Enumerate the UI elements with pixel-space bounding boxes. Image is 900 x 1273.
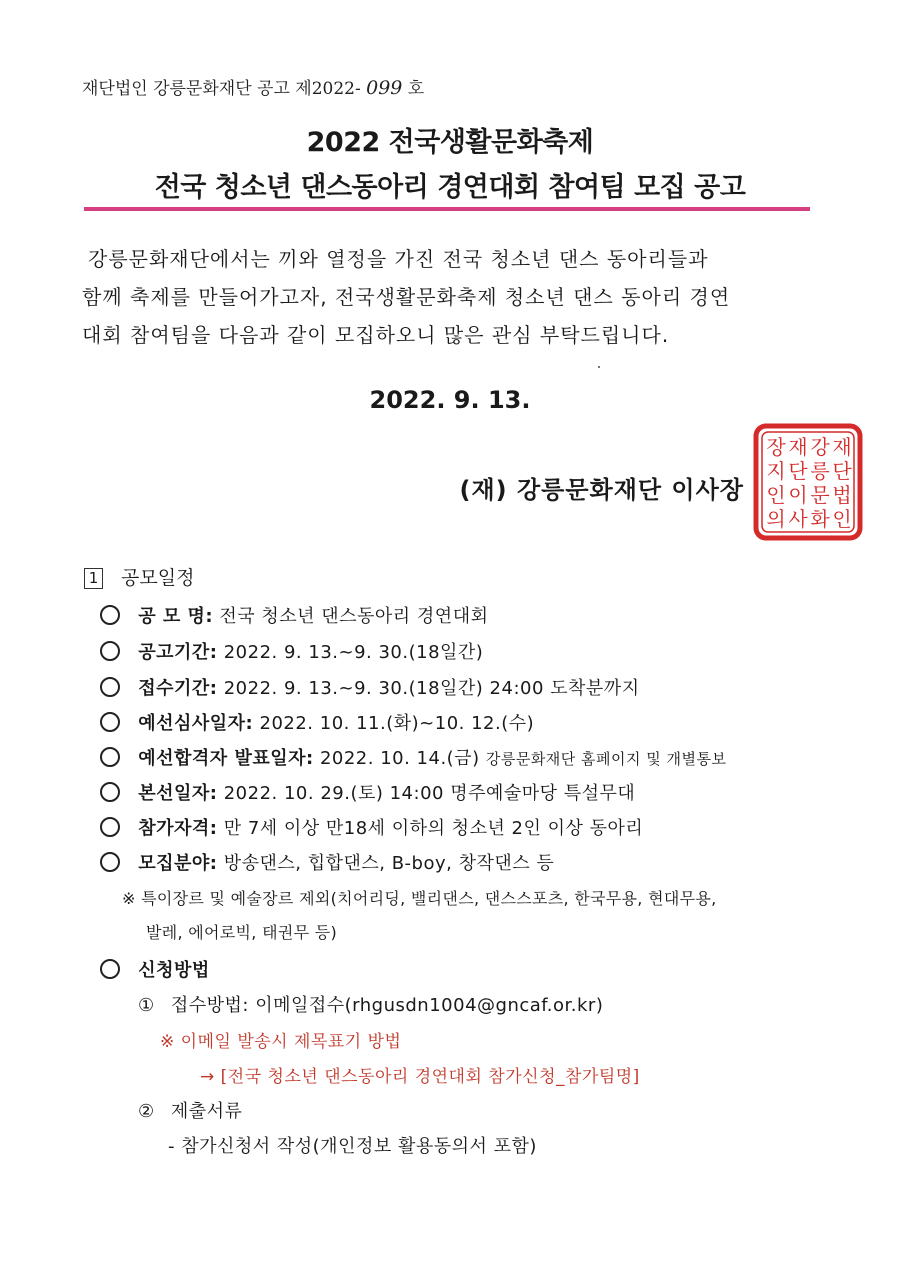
notice-prefix: 재단법인 강릉문화재단 공고 제2022- (82, 79, 361, 99)
seal-character: 재 (788, 435, 808, 459)
seal-character: 사 (788, 507, 808, 531)
schedule-item (100, 814, 643, 840)
seal-character: 인 (832, 507, 852, 531)
section-title: 공모일정 (121, 567, 195, 589)
intro-line: 함께 축제를 만들어가고자, 전국생활문화축제 청소년 댄스 동아리 경연 (82, 285, 731, 309)
exclusion-note (122, 886, 716, 909)
item-value: 2022. 10. 29.(토) 14:00 명주예술마당 특설무대 (223, 783, 636, 804)
seal-character: 단 (832, 459, 852, 483)
circle-bullet-icon (100, 641, 120, 661)
notice-number: 099 (366, 77, 403, 99)
seal-character: 이 (788, 483, 808, 507)
exclusion-text: 특이장르 및 예술장르 제외(치어리딩, 밸리댄스, 댄스스포츠, 한국무용, 현대무용, (141, 889, 717, 908)
circle-bullet-icon (100, 817, 120, 837)
seal-character: 지 (766, 459, 786, 483)
email-title-format: → [전국 청소년 댄스동아리 경연대회 참가신청_참가팀명] (200, 1067, 640, 1087)
circle-bullet-icon (100, 677, 120, 697)
intro-paragraph (82, 240, 810, 354)
schedule-item (100, 602, 488, 628)
item-value: 2022. 10. 14.(금) (319, 748, 480, 769)
item-value: 전국 청소년 댄스동아리 경연대회 (219, 606, 489, 627)
item-label: 본선일자: (138, 783, 218, 804)
seal-character: 단 (788, 459, 808, 483)
intro-line: 대회 참여팀을 다음과 같이 모집하오니 많은 관심 부탁드립니다. (82, 323, 670, 347)
schedule-item (100, 709, 534, 735)
circle-bullet-icon (100, 712, 120, 732)
scan-speck (598, 366, 600, 368)
step-text: 제출서류 (170, 1101, 243, 1122)
seal-character: 인 (766, 483, 786, 507)
notice-suffix: 호 (407, 79, 425, 99)
schedule-item (100, 674, 640, 700)
seal-character: 릉 (810, 459, 830, 483)
step-number: ② (138, 1101, 155, 1122)
seal-character: 화 (810, 507, 830, 531)
item-label: 신청방법 (138, 960, 210, 981)
intro-line: 강릉문화재단에서는 끼와 열정을 가진 전국 청소년 댄스 동아리들과 (88, 247, 709, 271)
apply-method-item (100, 956, 210, 982)
step-number: ① (138, 995, 155, 1016)
notice-date: 2022. 9. 13. (369, 386, 531, 414)
signer-name: (재) 강릉문화재단 이사장 (459, 476, 744, 504)
circle-bullet-icon (100, 605, 120, 625)
schedule-item (100, 779, 635, 805)
seal-character: 법 (832, 483, 852, 507)
section-number-box: 1 (84, 568, 103, 589)
section-heading (84, 563, 194, 590)
title-underline (84, 207, 810, 211)
item-label: 접수기간: (138, 678, 218, 699)
schedule-item (100, 849, 554, 875)
schedule-item (100, 638, 483, 664)
seal-character: 문 (810, 483, 830, 507)
item-extra: 강릉문화재단 홈페이지 및 개별통보 (485, 750, 727, 768)
item-value: 2022. 9. 13.~9. 30.(18일간) 24:00 도착분까지 (223, 678, 640, 699)
item-value: 방송댄스, 힙합댄스, B-boy, 창작댄스 등 (223, 853, 555, 874)
item-label: 예선심사일자: (138, 713, 254, 734)
item-label: 예선합격자 발표일자: (138, 748, 314, 769)
reference-mark: ※ (122, 889, 136, 908)
circle-bullet-icon (100, 959, 120, 979)
item-value: 만 7세 이상 만18세 이하의 청소년 2인 이상 동아리 (223, 818, 644, 839)
item-label: 공고기간: (138, 642, 218, 663)
apply-step (138, 991, 603, 1017)
email-title-note: ※ 이메일 발송시 제목표기 방법 (160, 1032, 402, 1052)
circle-bullet-icon (100, 852, 120, 872)
item-value: 2022. 9. 13.~9. 30.(18일간) (223, 642, 484, 663)
apply-step (138, 1097, 242, 1123)
required-document: - 참가신청서 작성(개인정보 활용동의서 포함) (168, 1136, 537, 1157)
notice-number-line (82, 74, 424, 99)
seal-character: 재 (832, 435, 852, 459)
item-label: 공 모 명: (138, 606, 214, 627)
circle-bullet-icon (100, 782, 120, 802)
step-text: 접수방법: 이메일접수(rhgusdn1004@gncaf.or.kr) (170, 995, 604, 1016)
item-label: 모집분야: (138, 853, 218, 874)
item-value: 2022. 10. 11.(화)~10. 12.(수) (259, 713, 535, 734)
circle-bullet-icon (100, 747, 120, 767)
document-title-line2: 전국 청소년 댄스동아리 경연대회 참여팀 모집 공고 (154, 172, 746, 203)
exclusion-note-cont: 발레, 에어로빅, 태권무 등) (146, 923, 338, 942)
document-title-line1: 2022 전국생활문화축제 (306, 127, 594, 158)
seal-character: 의 (766, 507, 786, 531)
seal-character: 장 (766, 435, 786, 459)
item-label: 참가자격: (138, 818, 218, 839)
seal-character: 강 (810, 435, 830, 459)
official-seal (752, 422, 864, 542)
schedule-item (100, 744, 727, 770)
